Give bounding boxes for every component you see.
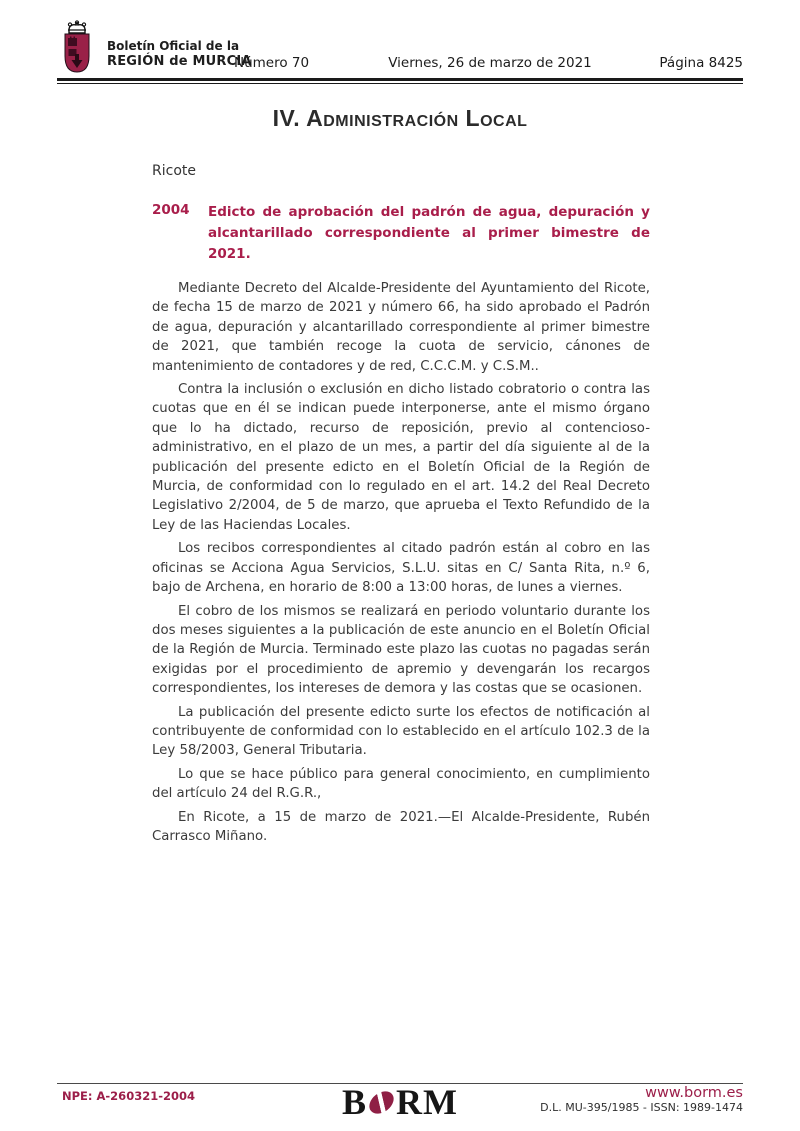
murcia-coat-of-arms-icon — [55, 20, 99, 76]
paragraph: El cobro de los mismos se realizará en periodo voluntario durante los dos meses siguientes a la publicación de este anuncio en el Boletín Oficial de la Región de Murcia. Terminado este plazo las cuotas no pagadas serán exigidas por el procedimiento de apremio y devengarán los recargos correspondientes, los intereses de demora y las costas que se ocasionen. — [152, 603, 650, 697]
paragraph: En Ricote, a 15 de marzo de 2021.—El Alcalde-Presidente, Rubén Carrasco Miñano. — [152, 809, 650, 844]
paragraph: Los recibos correspondientes al citado padrón están al cobro en las oficinas se Acciona Agua Servicios, S.L.U. sitas en C/ Santa Rita, n.º 6, bajo de Archena, en horario de 8:00 a 13:00 horas, de lunes a viernes. — [152, 541, 650, 596]
page-number: Página 8425 — [659, 55, 743, 71]
announcement-body — [152, 202, 650, 850]
brand-title — [107, 39, 252, 69]
footer-right — [540, 1085, 743, 1115]
borm-logo-rm: RM — [396, 1082, 458, 1122]
brand-line1: Boletín Oficial de la — [107, 39, 240, 53]
website-link[interactable]: www.borm.es — [645, 1085, 743, 1101]
announcement-title: Edicto de aprobación del padrón de agua, depuración y alcantarillado correspondiente al primer bimestre de 2021. — [208, 204, 650, 262]
header-rule-thin — [57, 83, 743, 84]
announcement-number: 2004 — [152, 202, 190, 218]
borm-o-icon — [365, 1087, 398, 1119]
issue-number: Número 70 — [234, 55, 310, 71]
paragraph: Lo que se hace público para general conocimiento, en cumplimiento del artículo 24 del R.G.R., — [152, 766, 650, 802]
section-title: IV. Administración Local — [272, 105, 528, 131]
brand-line2: REGIÓN de MURCIA — [107, 54, 252, 69]
paragraph: Mediante Decreto del Alcalde-Presidente del Ayuntamiento del Ricote, de fecha 15 de marzo de 2021 y número 66, ha sido aprobado el Padrón de agua, depuración y alcantarillado correspondiente al primer bimestre de 2021, que también recoge la cuota de servicio, cánones de mantenimiento de contadores y de red, C.C.C.M. y C.S.M.. — [152, 281, 650, 374]
paragraph: La publicación del presente edicto surte los efectos de notificación al contribuyente de conformidad con lo establecido en el artículo 102.3 de la Ley 58/2003, General Tributaria. — [152, 704, 650, 759]
announcement-heading — [152, 202, 650, 265]
municipality-name: Ricote — [152, 163, 196, 179]
borm-logo-b: B — [342, 1082, 368, 1122]
npe-code: NPE: A-260321-2004 — [62, 1089, 195, 1103]
header-rule-thick — [57, 78, 743, 81]
paragraph: Contra la inclusión o exclusión en dicho listado cobratorio o contra las cuotas que en él se indican puede interponerse, ante el mismo órgano que lo ha dictado, recurso de reposición, previo al contencioso-administrativo, en el plazo de un mes, a partir del día siguiente al de la publicación del presente edicto en el Boletín Oficial de la Región de Murcia, de conformidad con lo regulado en el art. 14.2 del Real Decreto Legislativo 2/2004, de 5 de marzo, que aprueba el Texto Refundido de la Ley de las Haciendas Locales. — [152, 382, 650, 533]
issue-date: Viernes, 26 de marzo de 2021 — [388, 55, 592, 71]
legal-deposit: D.L. MU-395/1985 - ISSN: 1989-1474 — [540, 1101, 743, 1114]
